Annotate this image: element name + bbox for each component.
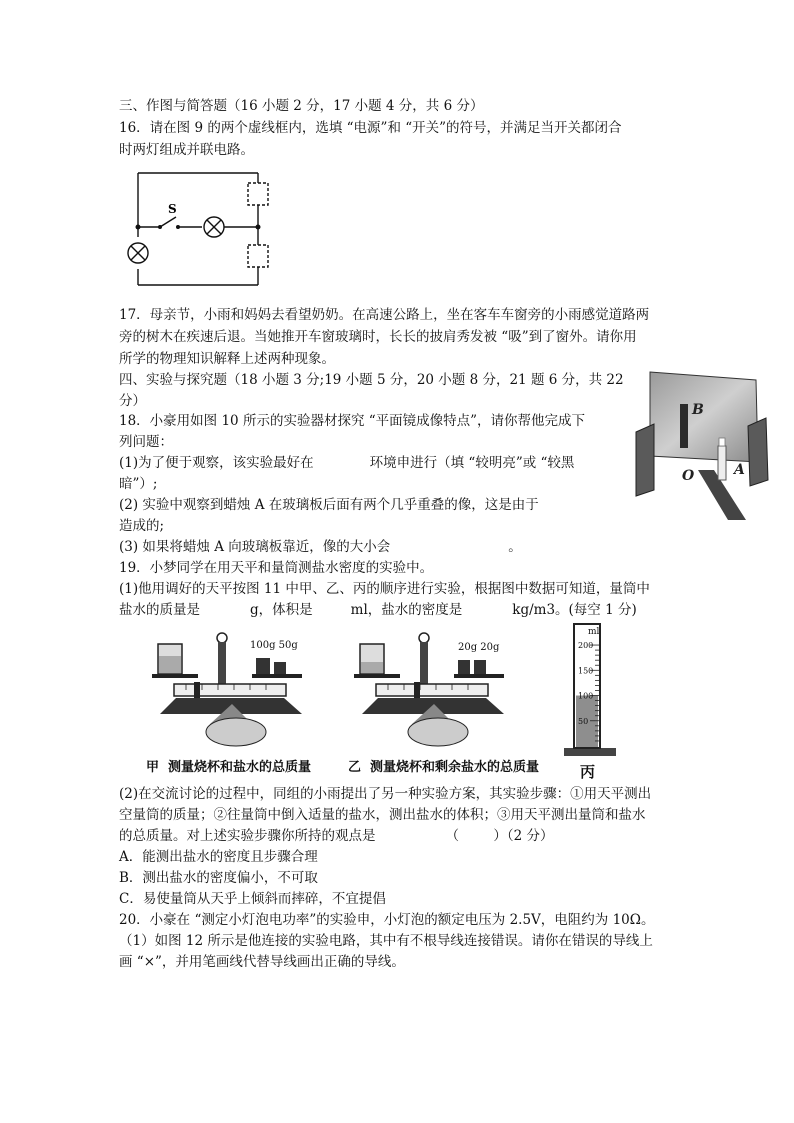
q16-line2: 时两灯组成并联电路。 [119,142,254,158]
figure11-balance-yi [348,628,528,754]
caption-jia: 甲 测量烧杯和盐水的总质量 [146,760,312,775]
weights-yi: 20g 20g [458,642,500,653]
q17-line1: 17．母亲节，小雨和妈妈去看望奶奶。在高速公路上，坐在客车车窗旁的小雨感觉道路两 [119,307,650,323]
q16-line1: 16．请在图 9 的两个虚线框内，选填 “电源”和 “开关”的符号，并满足当开关都闭合 [119,120,622,136]
q19-option-a: A．能测出盐水的密度且步骤合理 [119,849,318,865]
section3-heading: 三、作图与简答题（16 小题 2 分，17 小题 4 分，共 6 分） [119,98,484,114]
cylinder-tick-label: 100 [578,691,594,701]
cylinder-tick-label: 200 [578,641,594,651]
q18-line7: (3) 如果将蜡烛 A 向玻璃板靠近，像的大小会 。 [119,539,522,555]
q18-line3: (1)为了便于观察，该实验最好在 环境申进行（填 “较明亮”或 “较黑 [119,455,575,471]
figure9-circuit [118,165,278,293]
q19-p2-line1: (2)在交流讨论的过程中，同组的小雨提出了另一种实验方案，其实验步骤：①用天平测出 [119,786,652,802]
q20-line2: （1）如图 12 所示是他连接的实验电路，其中有不根导线连接错误。请你在错误的导线上 [119,933,653,949]
q18-line5: (2) 实验中观察到蜡烛 A 在玻璃板后面有两个几乎重叠的像，这是由于 [119,497,539,513]
q17-line2: 旁的树木在疾速后退。当她推开车窗玻璃时，长长的披肩秀发被 “吸”到了窗外。请你用 [119,329,637,345]
q19-line3: 盐水的质量是 g，体积是 ml，盐水的密度是 kg/m3。(每空 1 分) [119,602,637,618]
section4-heading-line2: 分） [119,393,146,409]
figure11-cylinder-bing [560,620,620,760]
q18-line4: 暗”）; [119,476,158,492]
q19-line1: 19．小梦同学在用天平和量筒测盐水密度的实验中。 [119,560,434,576]
q20-line3: 画 “×”，并用笔画线代替导线画出正确的导线。 [119,954,405,970]
q20-line1: 20．小豪在 “测定小灯泡电功率”的实验申，小灯泡的额定电压为 2.5V，电阻约为 10Ω。 [119,912,655,928]
caption-yi: 乙 测量烧杯和剩余盐水的总质量 [348,760,540,775]
label-o: O [682,468,695,484]
section4-heading-line1: 四、实验与探究题（18 小题 3 分;19 小题 5 分，20 小题 8 分，21 题 6 分，共 22 [119,372,624,388]
q19-line2: (1)他用调好的天平按图 11 中甲、乙、丙的顺序进行实验，根据图中数据可知道，量筒中 [119,581,650,597]
cylinder-unit: ml [588,627,600,637]
switch-label: S [168,202,177,216]
q19-option-b: B．测出盐水的密度偏小，不可取 [119,870,318,886]
q18-line1: 18．小豪用如图 10 所示的实验器材探究 “平面镜成像特点”，请你帮他完成下 [119,413,586,429]
figure10-plane-mirror [628,362,778,522]
label-a: A [734,462,745,478]
cylinder-tick-label: 150 [578,666,594,676]
q18-line2: 列问题： [119,434,173,450]
q19-option-c: C．易使量筒从天乎上倾斜而摔碎，不宜提倡 [119,891,386,907]
figure11-balance-jia [146,628,326,754]
q17-line3: 所学的物理知识解释上述两种现象。 [119,351,335,367]
q19-p2-line3: 的总质量。对上述实验步骤你所持的观点是 （ ）（2 分） [119,828,554,844]
cylinder-tick-label: 50 [578,716,589,726]
weights-jia: 100g 50g [250,640,298,651]
caption-bing: 丙 [580,763,596,781]
q19-p2-line2: 空量筒的质量；②往量筒中倒入适量的盐水，测出盐水的体积；③用天平测出量筒和盐水 [119,807,646,823]
q18-line6: 造成的; [119,518,165,534]
label-b: B [692,402,704,418]
